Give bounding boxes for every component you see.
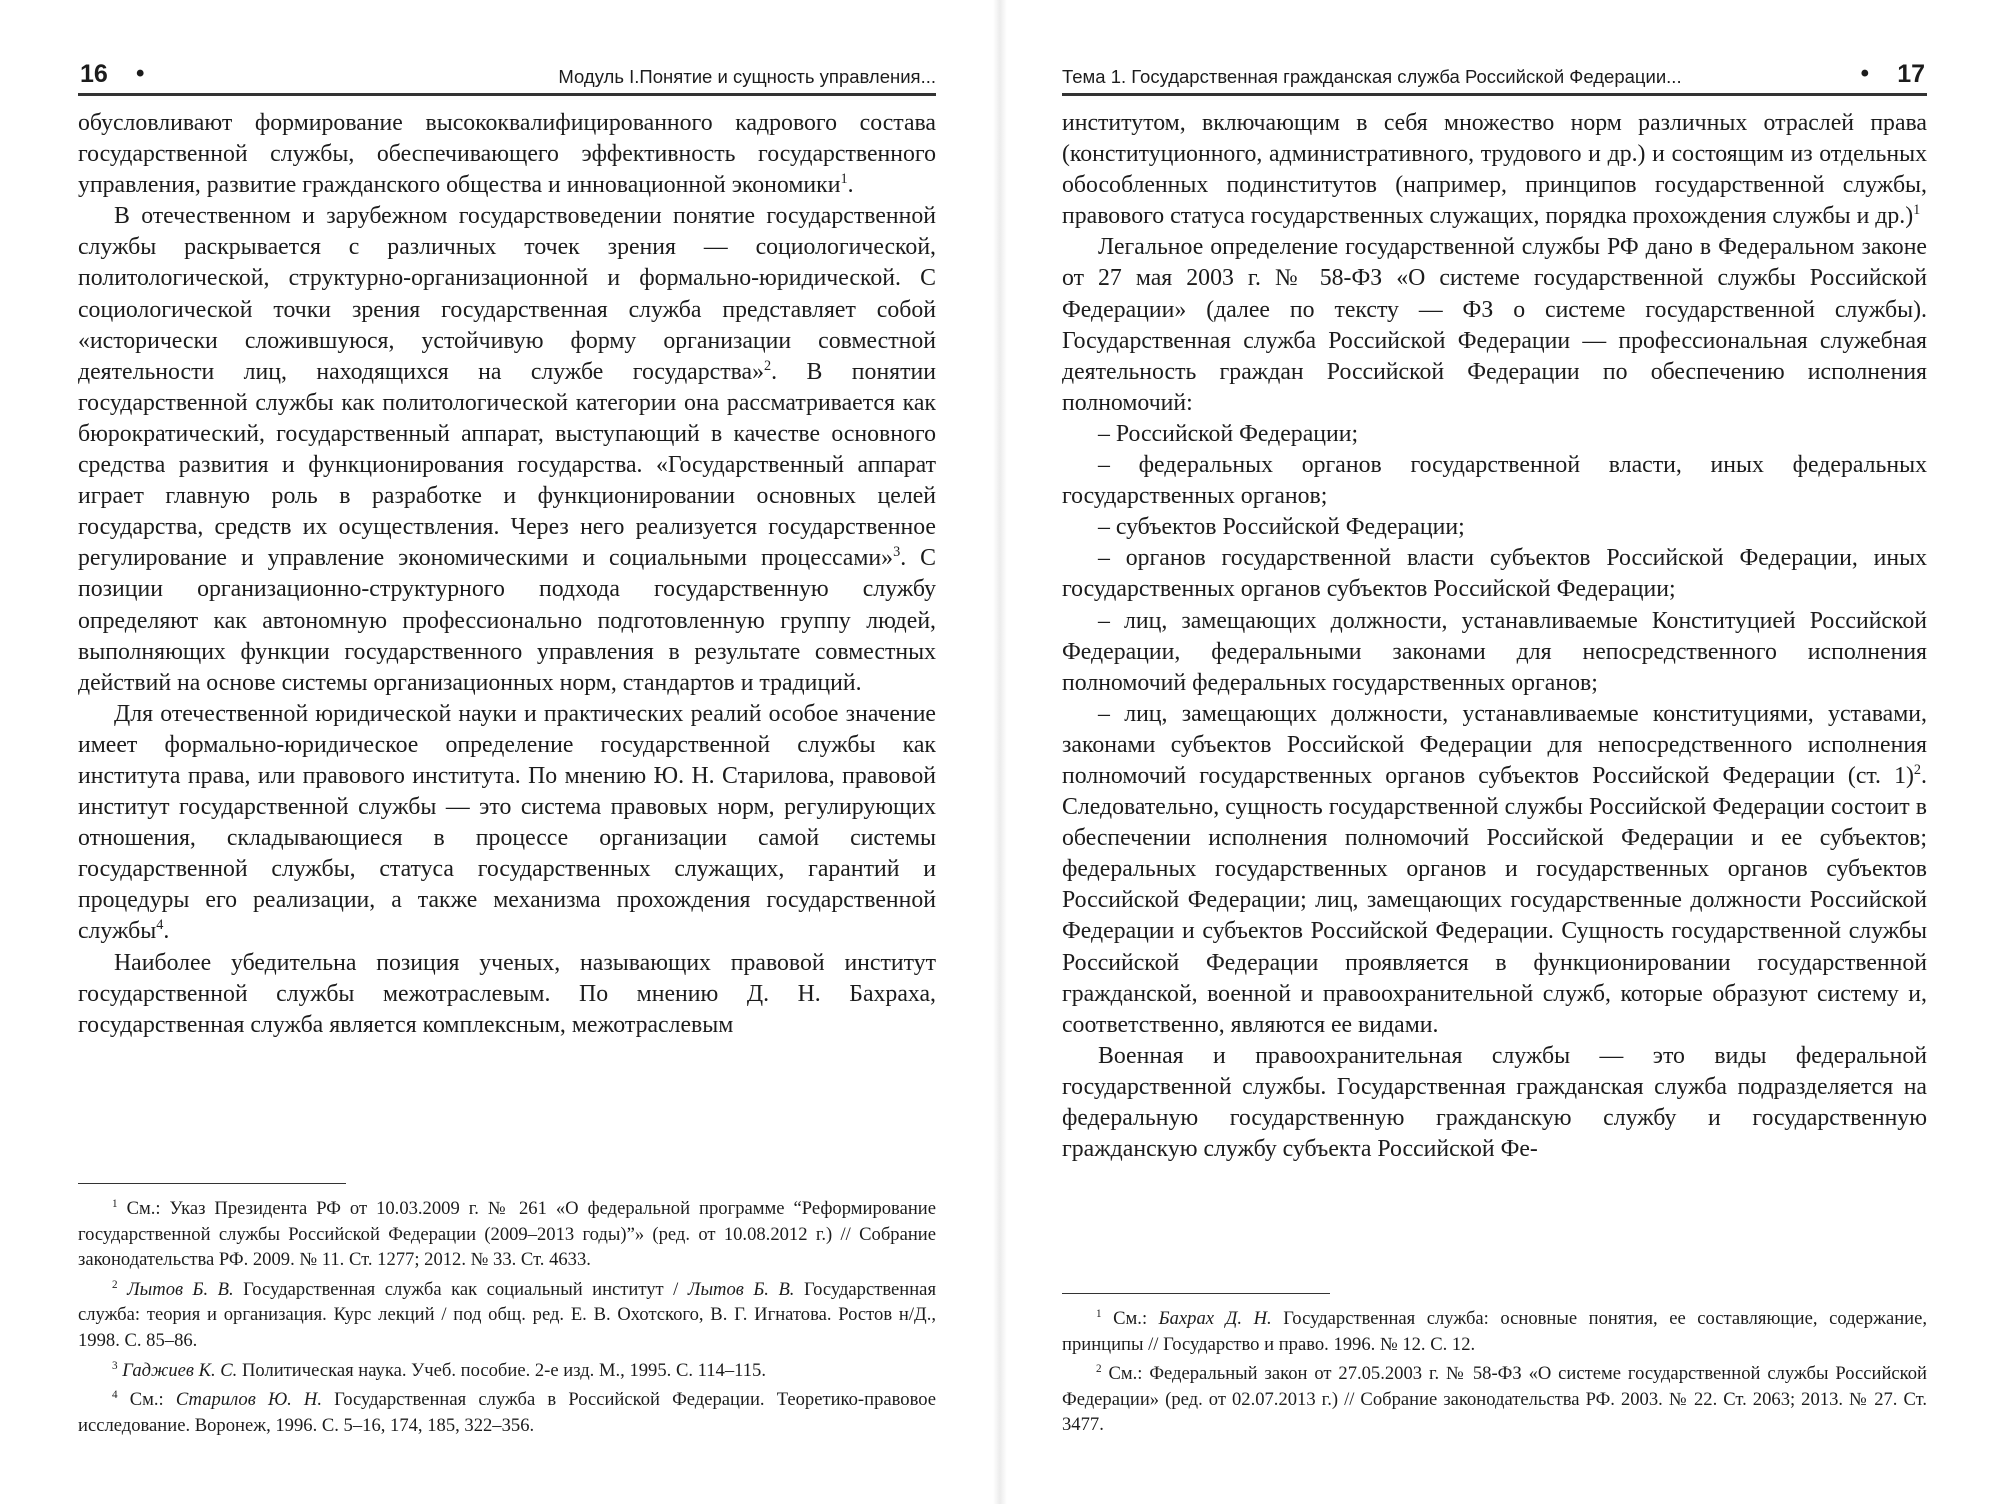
footnote-ref: 1 [1913, 202, 1921, 219]
right-page-header [1062, 56, 1927, 96]
header-bullet-left: • [136, 60, 145, 87]
footnote-ref: 2 [1913, 762, 1922, 779]
footnote: $^2$ Лытов Б. В. Государственная служба как социальный институт / Лытов Б. В. Государственная служба: теория и организация. Курс лекций / под общ. ред. Е. В. Охотского, В. Г. Игнатова. Ростов н/Д., 1998. С. 85–86. [78, 1278, 936, 1351]
right-page [1000, 0, 2000, 1504]
paragraph-legal-definition: Для отечественной юридической науки и практических реалий особое значение имеет формально-юридическое определение государственной службы как института права, или правового института. По мнению Ю. Н. Старилова, правовой институт государственной службы — это система правовых норм, регулирующих отношения, складывающиеся в процессе организации самой системы государственной службы, статуса государственных служащих, гарантий и процедуры его реализации, а также механизма прохождения государственной службы$^4$. [78, 700, 936, 945]
header-bullet-right: • [1860, 60, 1869, 87]
running-header-right: Тема 1. Государственная гражданская служба Российской Федерации... [1062, 66, 1682, 87]
footnotes-right [1062, 1306, 1927, 1442]
list-item: – субъектов Российской Федерации; [1098, 514, 1465, 541]
paragraph-continued: обусловливают формирование высококвалифицированного кадрового состава государственной службы, обеспечивающего эффективность государственного управления, развитие гражданского общества и инновационной экономики$^1$. [78, 110, 936, 199]
left-page-body [78, 108, 936, 1041]
paragraph-military: Военная и правоохранительная службы — это виды федеральной государственной службы. Государственная гражданская служба подразделяется на федеральную государственную гражданскую службу и государственную гражданскую службу субъекта Российской Фе- [1062, 1042, 1927, 1163]
footnote-ref: 2 [764, 357, 772, 374]
paragraph-definition: Легальное определение государственной службы РФ дано в Федеральном законе от 27 мая 2003 г. № 58-ФЗ «О системе государственной службы Российской Федерации» (далее по тексту — ФЗ о системе государственной службы). Государственная служба Российской Федерации — профессиональная служебная деятельность граждан Российской Федерации по обеспечению исполнения полномочий: [1062, 234, 1927, 416]
footnotes-left [78, 1196, 936, 1442]
page-number-left: 16 [80, 60, 108, 88]
footnote: $^2$ См.: Федеральный закон от 27.05.2003 г. № 58-ФЗ «О системе государственной службы Российской Федерации» (ред. от 02.07.2013 г.) // Собрание законодательства РФ. 2003. № 22. Ст. 2063; 2013. № 27. Ст. 3477. [1062, 1363, 1927, 1436]
paragraph-intersectoral: Наиболее убедительна позиция ученых, называющих правовой институт государственной службы межотраслевым. По мнению Д. Н. Бахраха, государственная служба является комплексным, межотраслевым [78, 949, 936, 1038]
list-item: – органов государственной власти субъектов Российской Федерации, иных государственных органов субъектов Российской Федерации; [1062, 545, 1927, 603]
left-page-header [78, 56, 936, 96]
paragraph-continued: институтом, включающим в себя множество норм различных отраслей права (конституционного, административного, трудового и др.) и состоящим из отдельных обособленных подинститутов (например, принципов государственной службы, правового статуса государственных служащих, порядка прохождения службы и др.)$^1$ [1062, 110, 1927, 230]
list-item: – лиц, замещающих должности, устанавливаемые Конституцией Российской Федерации, федеральными законами для непосредственного исполнения полномочий федеральных государственных органов; [1062, 607, 1927, 696]
list-item-with-essence: – лиц, замещающих должности, устанавливаемые конституциями, уставами, законами субъектов Российской Федерации для непосредственного исполнения полномочий государственных органов субъектов Российской Федерации (ст. 1)$^2$. Следовательно, сущность государственной службы Российской Федерации состоит в обеспечении исполнения полномочий Российской Федерации и ее субъектов; федеральных государственных органов и государственных органов субъектов Российской Федерации; лиц, замещающих государственные должности Российской Федерации и субъектов Российской Федерации. Сущность государственной службы Российской Федерации проявляется в функционировании государственной гражданской, военной и правоохранительной служб, которые образуют систему и, соответственно, являются ее видами. [1062, 700, 1927, 1038]
footnote: $^4$ См.: Старилов Ю. Н. Государственная служба в Российской Федерации. Теоретико-правовое исследование. Воронеж, 1996. С. 5–16, 174, 185, 322–356. [78, 1388, 936, 1436]
footnote: $^1$ См.: Бахрах Д. Н. Государственная служба: основные понятия, ее составляющие, содержание, принципы // Государство и право. 1996. № 12. С. 12. [1062, 1307, 1928, 1355]
page-number-right: 17 [1897, 60, 1925, 88]
footnote: $^1$ См.: Указ Президента РФ от 10.03.2009 г. № 261 «О федеральной программе “Реформирование государственной службы Российской Федерации (2009–2013 годы)”» (ред. от 10.08.2012 г.) // Собрание законодательства РФ. 2009. № 11. Ст. 1277; 2012. № 33. Ст. 4633. [78, 1197, 936, 1271]
footnote-ref: 4 [156, 917, 164, 934]
list-item: – Российской Федерации; [1098, 420, 1359, 447]
paragraph-concept: В отечественном и зарубежном государствоведении понятие государственной службы раскрывается с различных точек зрения — социологической, политологической, структурно-организационной и формально-юридической. С социологической точки зрения государственная служба представляет собой «исторически сложившуюся, устойчивую форму организации совместной деятельности лиц, находящихся на службе государства»$^2$. В понятии государственной службы как политологической категории она рассматривается как бюрократический, государственный аппарат, выступающий в качестве основного средства развития и функционирования государства. «Государственный аппарат играет главную роль в разработке и функционировании основных целей государства, средств их осуществления. Через него реализуется государственное регулирование и управление экономическими и социальными процессами»$^3$. С позиции организационно-структурного подхода государственную службу определяют как автономную профессионально подготовленную группу людей, выполняющих функции государственного управления в результате совместных действий на основе системы организационных норм, стандартов и традиций. [78, 203, 936, 696]
footnote: $^3$ Гаджиев К. С. Политическая наука. Учеб. пособие. 2-е изд. М., 1995. С. 114–115. [112, 1359, 766, 1381]
footnote-separator-left [78, 1183, 346, 1184]
list-item: – федеральных органов государственной власти, иных федеральных государственных органов; [1062, 452, 1927, 510]
footnote-separator-right [1062, 1293, 1330, 1294]
footnote-ref: 3 [893, 544, 901, 561]
running-header-left: Модуль I.Понятие и сущность управления... [558, 66, 936, 87]
right-page-body [1062, 108, 1927, 1165]
footnote-ref: 1 [840, 171, 848, 188]
